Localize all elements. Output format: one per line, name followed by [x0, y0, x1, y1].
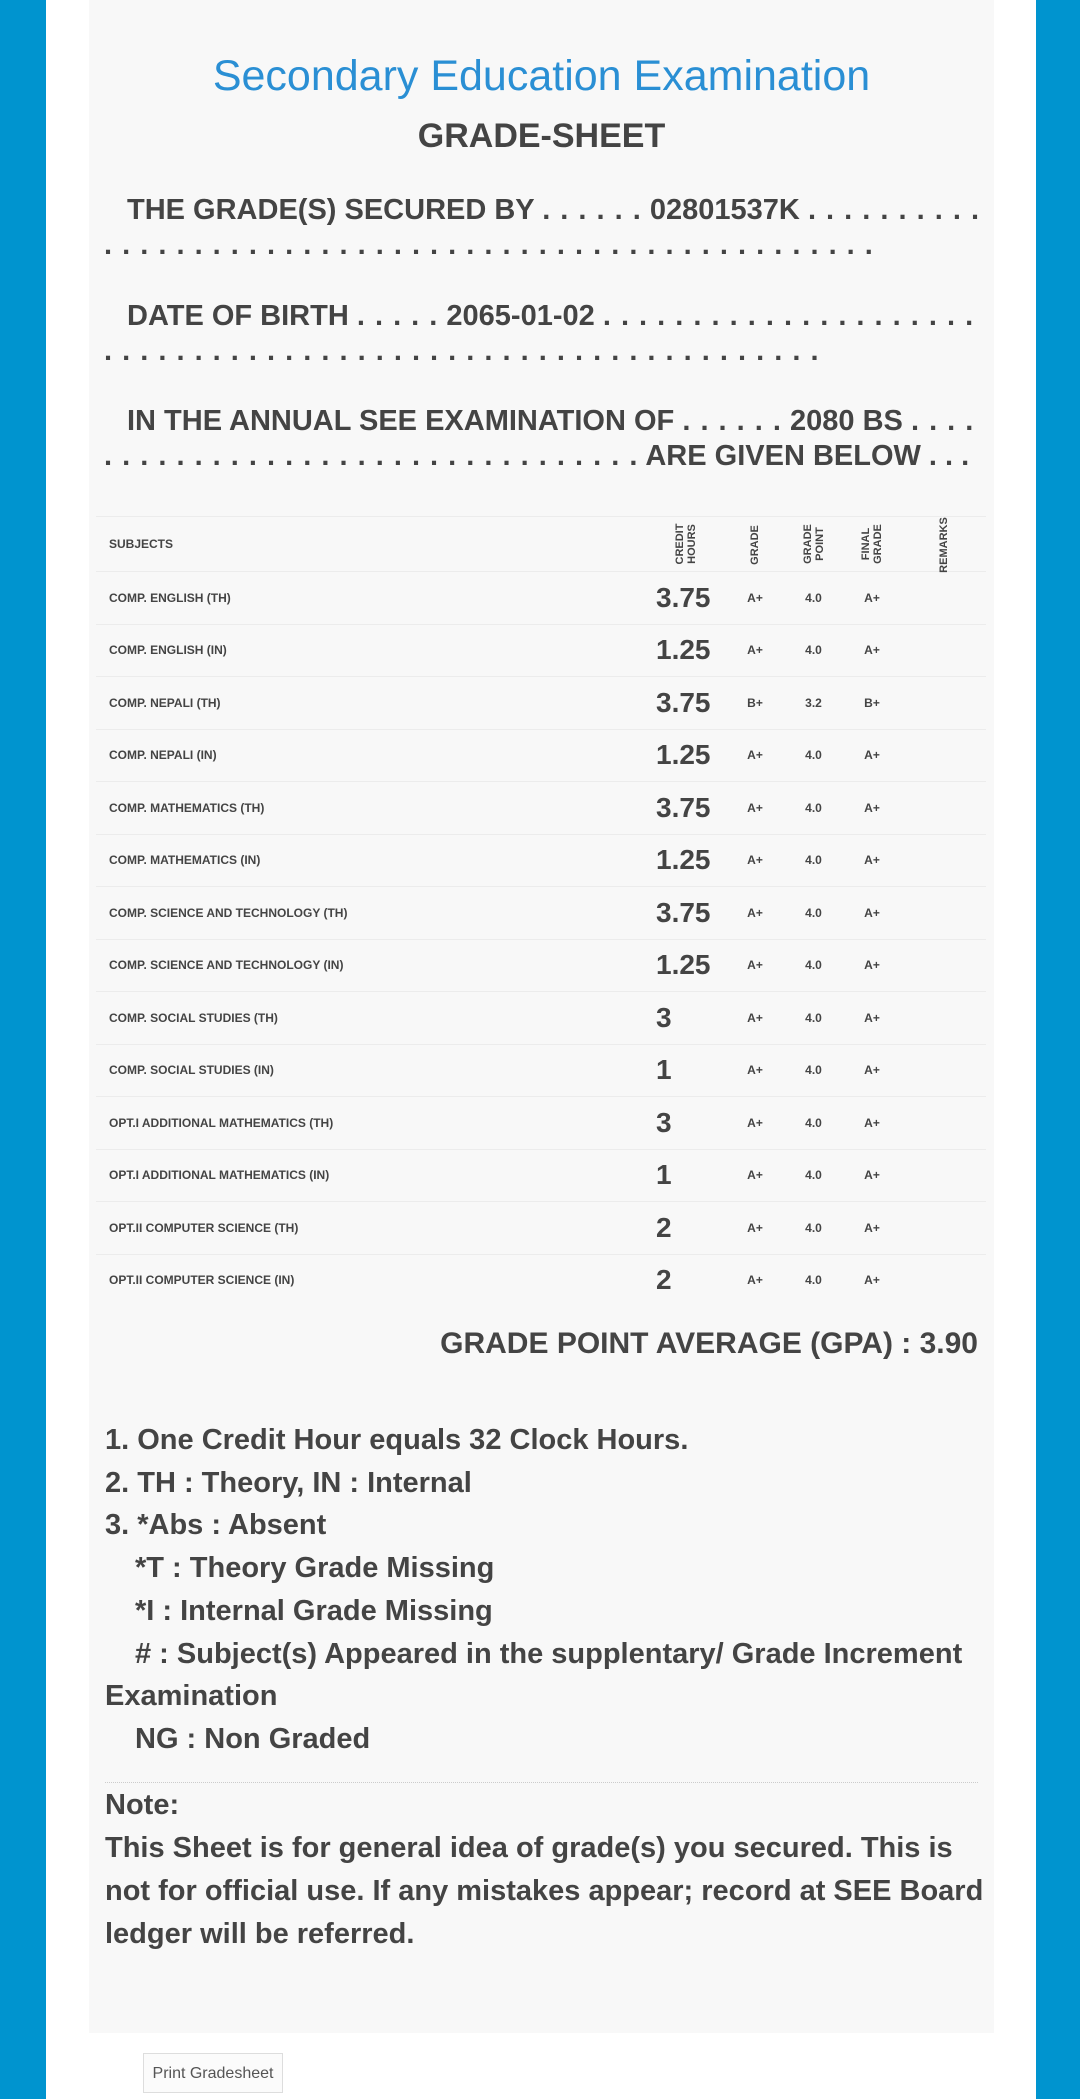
credit-hours-cell: 1 [646, 1149, 726, 1202]
final-grade-cell: B+ [843, 677, 901, 730]
table-header-row [96, 517, 986, 572]
credit-hours-cell: 1.25 [646, 939, 726, 992]
credit-hours-cell: 1.25 [646, 729, 726, 782]
grade-point-cell: 4.0 [784, 834, 843, 887]
remarks-cell [901, 572, 986, 625]
grade-cell: A+ [726, 1202, 784, 1255]
grade-point-cell: 4.0 [784, 624, 843, 677]
final-grade-cell: A+ [843, 1254, 901, 1306]
disclaimer-note [105, 1784, 985, 1956]
legend-line: NG : Non Graded [135, 1722, 371, 1755]
secured-by-label: THE GRADE(S) SECURED BY [127, 194, 535, 226]
dob-value: 2065-01-02 [446, 300, 595, 332]
final-grade-cell: A+ [843, 1097, 901, 1150]
remarks-cell [901, 624, 986, 677]
credit-hours-cell: 3.75 [646, 782, 726, 835]
exam-title: Secondary Education Examination [212, 52, 871, 100]
grades-table [96, 516, 986, 1306]
dob-line: DATE OF BIRTH . . . . . 2065-01-02 . . . . . . . . . . . . . . . . . . . . . . . . . . . . . . . . . . . . . . . . . . . . . . . . . . . . . . . . . . . . . [104, 300, 975, 367]
subject-cell: COMP. ENGLISH (IN) [96, 624, 646, 677]
grade-point-cell: 4.0 [784, 782, 843, 835]
remarks-cell [901, 1254, 986, 1306]
grade-point-cell: 4.0 [784, 939, 843, 992]
legend-line: # : Subject(s) Appeared in the supplentary/ Grade Increment Examination [105, 1637, 963, 1713]
print-gradesheet-button[interactable]: Print Gradesheet [143, 2053, 283, 2093]
credit-hours-cell: 1.25 [646, 624, 726, 677]
gradesheet-heading: GRADE-SHEET [417, 117, 666, 155]
note-heading: Note: [105, 1789, 180, 1821]
table-row [96, 1044, 986, 1097]
subject-cell: COMP. NEPALI (TH) [96, 677, 646, 730]
table-row [96, 992, 986, 1045]
table-row [96, 834, 986, 887]
credit-hours-cell: 3.75 [646, 677, 726, 730]
legend-line: 1. One Credit Hour equals 32 Clock Hours. [105, 1424, 689, 1456]
remarks-cell [901, 729, 986, 782]
subject-cell: OPT.I ADDITIONAL MATHEMATICS (TH) [96, 1097, 646, 1150]
remarks-cell [901, 677, 986, 730]
header-grade: GRADE [726, 517, 784, 572]
gradesheet-card [89, 0, 994, 2033]
legend-line: 2. TH : Theory, IN : Internal [105, 1466, 472, 1499]
grade-point-cell: 4.0 [784, 729, 843, 782]
remarks-cell [901, 1202, 986, 1255]
final-grade-cell: A+ [843, 1044, 901, 1097]
subject-cell: COMP. SCIENCE AND TECHNOLOGY (TH) [96, 887, 646, 940]
credit-hours-cell: 1.25 [646, 834, 726, 887]
grade-point-cell: 4.0 [784, 1202, 843, 1255]
legend-notes [105, 1419, 975, 1761]
remarks-cell [901, 1044, 986, 1097]
grade-cell: B+ [726, 677, 784, 730]
exam-suffix: ARE GIVEN BELOW . . . [645, 440, 970, 472]
grade-point-cell: 4.0 [784, 572, 843, 625]
final-grade-cell: A+ [843, 939, 901, 992]
grade-point-cell: 4.0 [784, 992, 843, 1045]
grade-cell: A+ [726, 1149, 784, 1202]
subject-cell: COMP. SOCIAL STUDIES (IN) [96, 1044, 646, 1097]
table-row [96, 729, 986, 782]
header-grade-point: GRADE POINT [784, 517, 843, 572]
divider [105, 1782, 978, 1783]
table-row [96, 1097, 986, 1150]
credit-hours-cell: 2 [646, 1254, 726, 1306]
header-final-grade: FINAL GRADE [843, 517, 901, 572]
grade-cell: A+ [726, 1044, 784, 1097]
header-subjects: SUBJECTS [96, 517, 646, 572]
exam-line: IN THE ANNUAL SEE EXAMINATION OF . . . . . . 2080 BS . . . . . . . . . . . . . . . . . . . . . . . . . . . . . . . . . . ARE GIVEN BELOW . . . [104, 405, 975, 472]
final-grade-cell: A+ [843, 1202, 901, 1255]
grade-cell: A+ [726, 834, 784, 887]
subject-cell: COMP. SCIENCE AND TECHNOLOGY (IN) [96, 939, 646, 992]
table-row [96, 939, 986, 992]
remarks-cell [901, 782, 986, 835]
grade-cell: A+ [726, 572, 784, 625]
table-row [96, 572, 986, 625]
remarks-cell [901, 939, 986, 992]
table-row [96, 624, 986, 677]
subject-cell: COMP. SOCIAL STUDIES (TH) [96, 992, 646, 1045]
grade-point-cell: 4.0 [784, 1097, 843, 1150]
grade-point-cell: 3.2 [784, 677, 843, 730]
subject-cell: COMP. NEPALI (IN) [96, 729, 646, 782]
grade-point-cell: 4.0 [784, 1254, 843, 1306]
header-credit-hours: CREDIT HOURS [646, 517, 726, 572]
remarks-cell [901, 1149, 986, 1202]
subject-cell: COMP. ENGLISH (TH) [96, 572, 646, 625]
table-row [96, 1149, 986, 1202]
legend-line: *I : Internal Grade Missing [135, 1594, 493, 1627]
final-grade-cell: A+ [843, 782, 901, 835]
table-row [96, 782, 986, 835]
grade-cell: A+ [726, 1254, 784, 1306]
symbol-number: 02801537K [649, 194, 800, 226]
table-row [96, 887, 986, 940]
grade-cell: A+ [726, 939, 784, 992]
dob-label: DATE OF BIRTH [127, 300, 349, 332]
remarks-cell [901, 834, 986, 887]
final-grade-cell: A+ [843, 729, 901, 782]
grade-point-cell: 4.0 [784, 887, 843, 940]
subject-cell: OPT.II COMPUTER SCIENCE (TH) [96, 1202, 646, 1255]
grade-point-cell: 4.0 [784, 1149, 843, 1202]
credit-hours-cell: 3 [646, 1097, 726, 1150]
legend-line: 3. *Abs : Absent [105, 1509, 327, 1542]
table-row [96, 677, 986, 730]
credit-hours-cell: 3.75 [646, 887, 726, 940]
final-grade-cell: A+ [843, 624, 901, 677]
remarks-cell [901, 887, 986, 940]
table-row [96, 1254, 986, 1306]
legend-line: *T : Theory Grade Missing [135, 1552, 495, 1585]
exam-year: 2080 BS [790, 405, 903, 437]
grades-table-body [96, 572, 986, 1307]
final-grade-cell: A+ [843, 834, 901, 887]
grade-point-cell: 4.0 [784, 1044, 843, 1097]
page-container [46, 0, 1036, 2099]
grade-cell: A+ [726, 887, 784, 940]
subject-cell: COMP. MATHEMATICS (IN) [96, 834, 646, 887]
table-row [96, 1202, 986, 1255]
credit-hours-cell: 3.75 [646, 572, 726, 625]
secured-by-line: THE GRADE(S) SECURED BY . . . . . . 02801537K . . . . . . . . . . . . . . . . . . . . . . . . . . . . . . . . . . . . . . . . . . . . . . . . . . . . . [104, 194, 981, 261]
final-grade-cell: A+ [843, 992, 901, 1045]
credit-hours-cell: 2 [646, 1202, 726, 1255]
subject-cell: COMP. MATHEMATICS (TH) [96, 782, 646, 835]
final-grade-cell: A+ [843, 1149, 901, 1202]
exam-label: IN THE ANNUAL SEE EXAMINATION OF [127, 405, 675, 437]
header-remarks: REMARKS [901, 517, 986, 572]
final-grade-cell: A+ [843, 887, 901, 940]
grade-cell: A+ [726, 729, 784, 782]
note-text: This Sheet is for general idea of grade(s) you secured. This is not for official use. If any mistakes appear; record at SEE Board ledger will be referred. [105, 1832, 984, 1950]
remarks-cell [901, 992, 986, 1045]
subject-cell: OPT.II COMPUTER SCIENCE (IN) [96, 1254, 646, 1306]
final-grade-cell: A+ [843, 572, 901, 625]
grade-cell: A+ [726, 1097, 784, 1150]
credit-hours-cell: 3 [646, 992, 726, 1045]
grade-cell: A+ [726, 782, 784, 835]
grade-cell: A+ [726, 624, 784, 677]
credit-hours-cell: 1 [646, 1044, 726, 1097]
subject-cell: OPT.I ADDITIONAL MATHEMATICS (IN) [96, 1149, 646, 1202]
gpa-summary: GRADE POINT AVERAGE (GPA) : 3.90 [440, 1327, 978, 1360]
remarks-cell [901, 1097, 986, 1150]
grade-cell: A+ [726, 992, 784, 1045]
